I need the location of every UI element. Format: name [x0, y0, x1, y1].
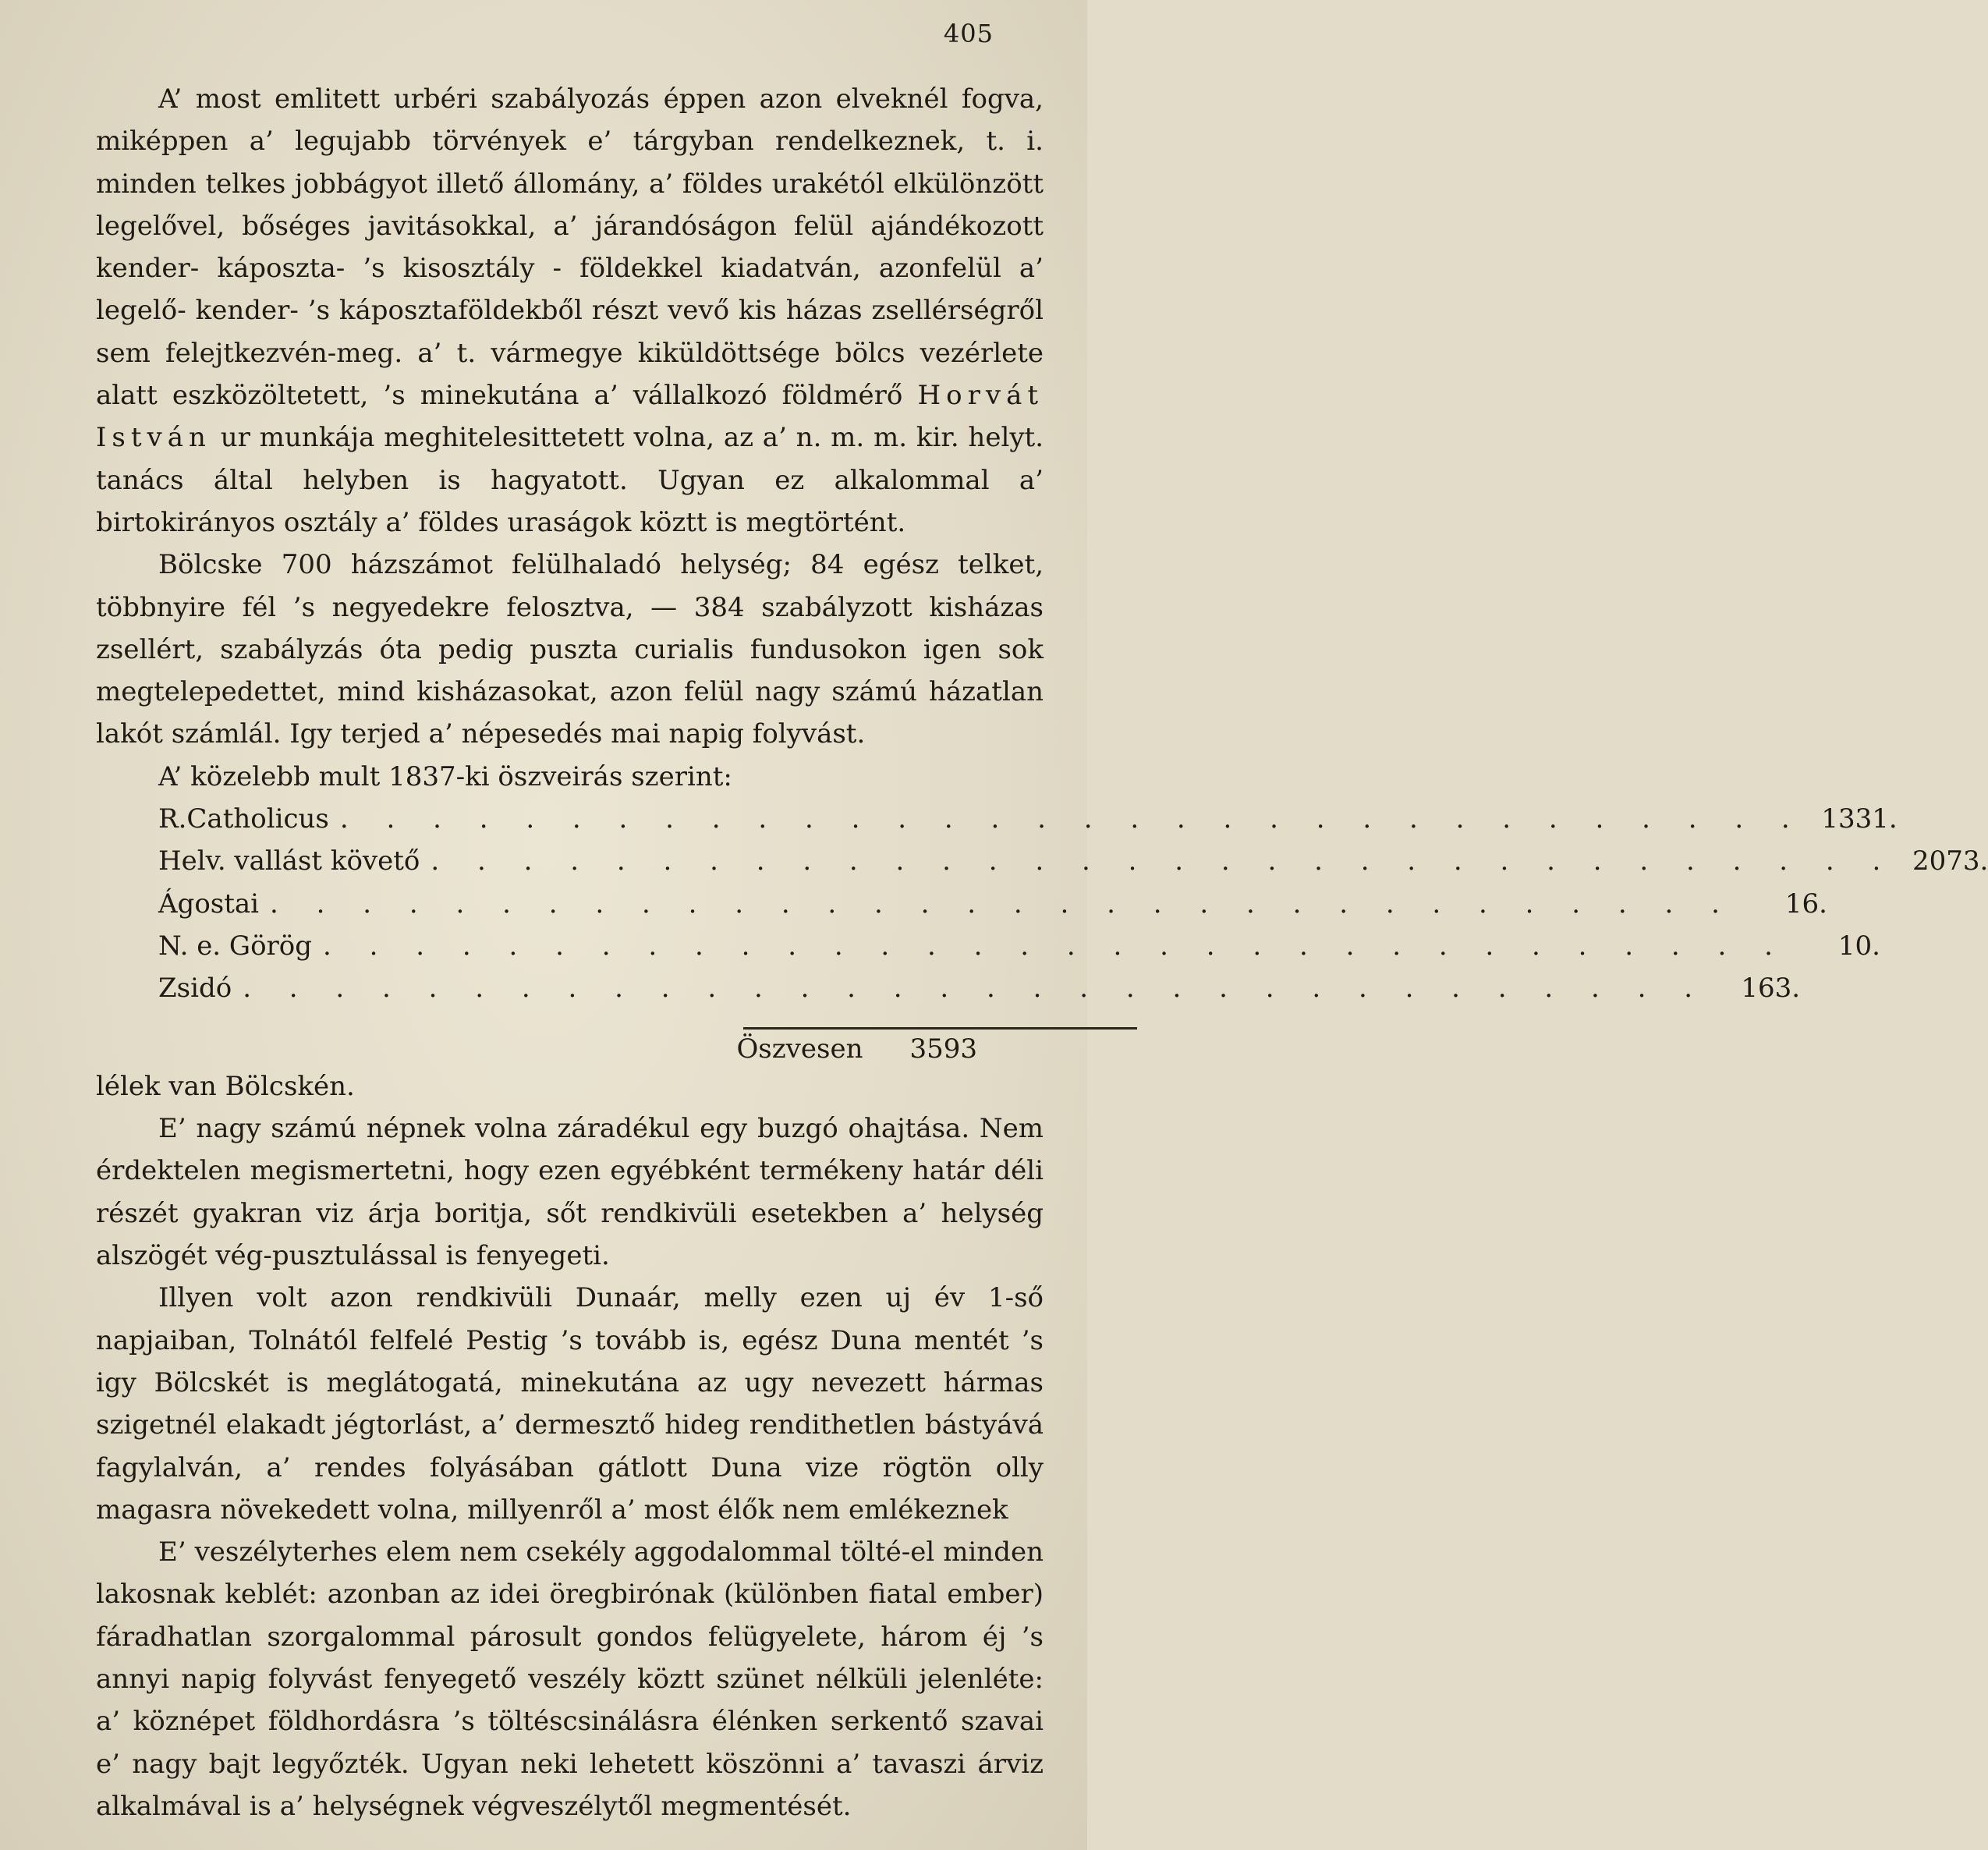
- surveyor-name: Horvát István: [96, 380, 1044, 454]
- paragraph-text: A’ most emlitett urbéri szabályozás éppen azon elveknél fogva, miképpen a’ legujabb törvények e’ tárgyban rendelkeznek, t. i. minden telkes jobbágyot illető állomány, a’ földes urakétól elkülönzött legelővel, bőséges javitásokkal, a’ járandóságon felül ajándékozott kender- káposzta- ’s kisosztály - földekkel kiadatván, azonfelül a’ legelő- kender- ’s káposztaföldekből részt vevő kis házas zsellérségről sem felejtkezvén-meg. a’ t. vármegye kiküldöttsége bölcs vezérlete alatt eszközöltetett, ’s minekutána a’ vállalkozó földmérő: [96, 83, 1044, 412]
- census-value: 1331.: [1821, 803, 1898, 835]
- census-total: [96, 1028, 977, 1070]
- leader-dots: . . . . . . . . . . . . . . . . . . . . . . . . . . . . . . . .: [270, 888, 1735, 920]
- census-label: Zsidó: [158, 973, 232, 1005]
- paragraph-danube-flood: Illyen volt azon rendkivüli Dunaár, melly ezen uj év 1-ső napjaiban, Tolnától felfelé Pestig ’s tovább is, egész Duna mentét ’s igy Bölcskét is meglátogatá, minekutána az ugy nevezett hármas szigetnél elakadt jégtorlást, a’ dermesztő hideg rendithetlen bástyává fagylalván, a’ rendes folyásában gátlott Duna vize rögtön olly magasra növekedett volna, millyenről a’ most élők nem emlékeznek: [96, 1282, 1044, 1526]
- census-title: A’ közelebb mult 1837-ki öszveirás szerint:: [158, 760, 732, 792]
- paragraph-mayor-efforts: E’ veszélyterhes elem nem csekély aggodalommal tölté-el minden lakosnak keblét: azonban az idei öregbirónak (különben fiatal ember) fáradhatlan szorgalommal párosult gondos felügyelete, három éj ’s annyi napig folyvást fenyegető veszély köztt szünet nélküli jelenléte: a’ köznépet földhordásra ’s töltéscsinálásra élénken serkentő szavai e’ nagy bajt legyőzték. Ugyan neki lehetett köszönni a’ tavaszi árviz alkalmával is a’ helységnek végveszélytől megmentését.: [96, 1536, 1044, 1822]
- census-value: 2073.: [1912, 845, 1988, 877]
- paragraph-urbarial-regulation: [96, 78, 1044, 544]
- census-row: [158, 883, 1827, 925]
- census-label: R.Catholicus: [158, 803, 329, 835]
- paragraph-text-end: ur munkája meghitelesittetett volna, az a’ n. m. m. kir. helyt. tanács által helyben is hagyatott. Ugyan ez alkalommal a’ birtokirányos osztály a’ földes uraságok köztt is megtörtént.: [96, 422, 1044, 538]
- leader-dots: . . . . . . . . . . . . . . . . . . . . . . . . . . . . . . . .: [431, 845, 1896, 877]
- leader-dots: . . . . . . . . . . . . . . . . . . . . . . . . . . . . . . . .: [323, 930, 1788, 962]
- total-label: Öszvesen: [736, 1033, 863, 1065]
- page-number: 405: [943, 19, 994, 48]
- census-value: 10.: [1837, 930, 1880, 962]
- census-value: 16.: [1784, 888, 1827, 920]
- body-text: [96, 78, 1988, 1827]
- census-row: [158, 967, 1801, 1009]
- census-row: [158, 798, 1898, 840]
- census-row: [158, 840, 1988, 882]
- paragraph-flood-wish: E’ nagy számú népnek volna záradékul egy buzgó ohajtása. Nem érdektelen megismertetni, hogy ezen egyébként termékeny határ déli részét gyakran viz árja boritja, sőt rendkivüli esetekben a’ helység alszögét vég-pusztulással is fenyegeti.: [96, 1113, 1044, 1272]
- total-value: 3593: [909, 1033, 977, 1065]
- paragraph-bolcske-population: Bölcske 700 házszámot felülhaladó helység; 84 egész telket, többnyire fél ’s negyedekre felosztva, — 384 szabályzott kisházas zsellért, szabályzás óta pedig puszta curialis fundusokon igen sok megtelepedettet, mind kisházasokat, azon felül nagy számú házatlan lakót számlál. Igy terjed a’ népesedés mai napig folyvást.: [96, 549, 1044, 750]
- census-row: [158, 925, 1880, 967]
- census-continuation: lélek van Bölcskén.: [96, 1070, 355, 1102]
- leader-dots: . . . . . . . . . . . . . . . . . . . . . . . . . . . . . . . .: [243, 973, 1708, 1005]
- census-label: N. e. Görög: [158, 930, 313, 962]
- census-label: Helv. vallást követő: [158, 845, 420, 877]
- leader-dots: . . . . . . . . . . . . . . . . . . . . . . . . . . . . . . . .: [339, 803, 1805, 835]
- census-value: 163.: [1741, 973, 1801, 1005]
- census-label: Ágostai: [158, 888, 260, 920]
